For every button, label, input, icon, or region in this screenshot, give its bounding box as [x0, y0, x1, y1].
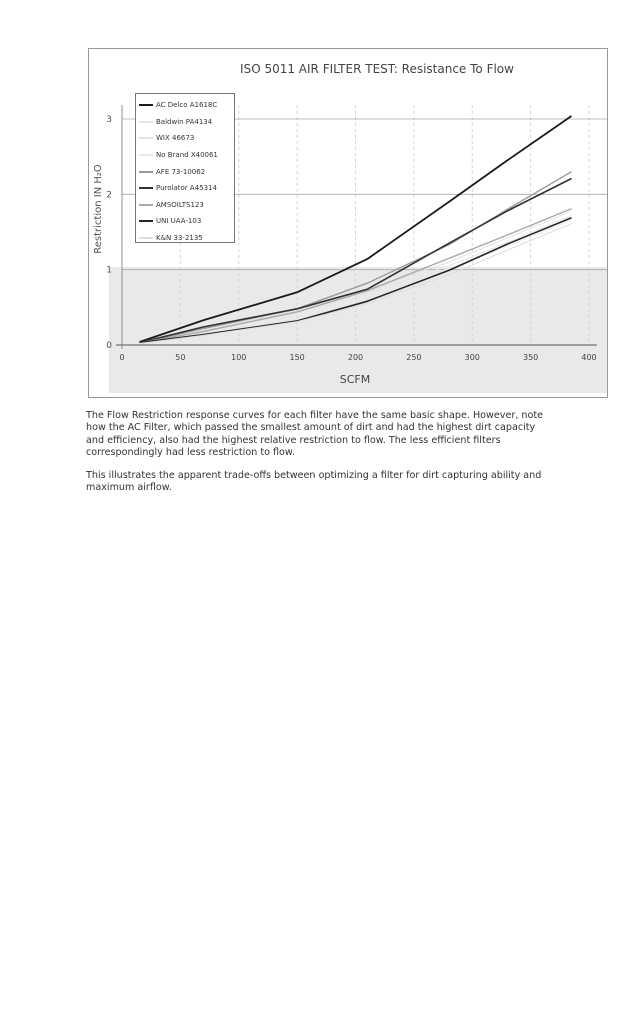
chart-container — [88, 48, 608, 398]
legend-label: AC Delco A1618C — [156, 101, 218, 110]
x-tick-label: 50 — [175, 353, 186, 362]
legend-label: WIX 46673 — [156, 134, 195, 143]
y-axis-label: Restriction IN H₂O — [93, 164, 104, 254]
legend-label: AMSOILTS123 — [156, 200, 204, 209]
x-tick-label: 0 — [119, 353, 125, 362]
legend-item — [139, 114, 231, 131]
x-tick-label: 150 — [289, 353, 305, 362]
legend-swatch — [139, 187, 153, 189]
x-tick-label: 400 — [581, 353, 597, 362]
x-tick-label: 100 — [231, 353, 247, 362]
y-tick-label: 1 — [106, 265, 112, 276]
legend-swatch — [139, 171, 153, 173]
legend-swatch — [139, 204, 153, 206]
legend-swatch — [139, 154, 153, 156]
legend-swatch — [139, 237, 153, 239]
legend-item — [139, 180, 231, 197]
legend-label: No Brand X40061 — [156, 151, 218, 160]
x-tick-label: 300 — [464, 353, 480, 362]
chart-legend — [135, 93, 235, 243]
legend-label: Baldwin PA4134 — [156, 117, 213, 126]
y-tick-label: 3 — [106, 115, 112, 125]
legend-item — [139, 163, 231, 180]
legend-swatch — [139, 121, 153, 123]
caption-paragraph-2: This illustrates the apparent trade-offs between optimizing a filter for dirt capturing ability and maximum airflow. — [86, 469, 542, 494]
chart-title: ISO 5011 AIR FILTER TEST: Resistance To Flow — [240, 62, 514, 76]
legend-swatch — [139, 137, 153, 139]
legend-label: AFE 73-10062 — [156, 167, 206, 176]
legend-swatch — [139, 220, 153, 222]
x-tick-label: 250 — [406, 353, 422, 362]
legend-item — [139, 97, 231, 114]
y-tick-label: 2 — [106, 190, 112, 201]
legend-item — [139, 130, 231, 147]
legend-label: UNI UAA-103 — [156, 217, 202, 226]
caption — [86, 410, 546, 504]
legend-swatch — [139, 104, 153, 106]
x-tick-label: 200 — [347, 353, 364, 362]
legend-label: K&N 33-2135 — [156, 234, 203, 243]
caption-paragraph-1: The Flow Restriction response curves for each filter have the same basic shape. However, note how the AC Filter, which passed the smallest amount of dirt and had the highest dirt capacity and efficiency, also had the highest relative restriction to flow. The less efficient filters correspondingly had less restriction to flow. — [86, 410, 544, 459]
y-tick-label: 0 — [106, 341, 112, 351]
x-tick-label: 350 — [522, 353, 539, 362]
legend-item — [139, 230, 231, 247]
legend-item — [139, 213, 231, 230]
legend-label: Purolator A45314 — [156, 184, 217, 193]
x-axis-label: SCFM — [339, 373, 371, 386]
legend-item — [139, 197, 231, 214]
legend-item — [139, 147, 231, 164]
